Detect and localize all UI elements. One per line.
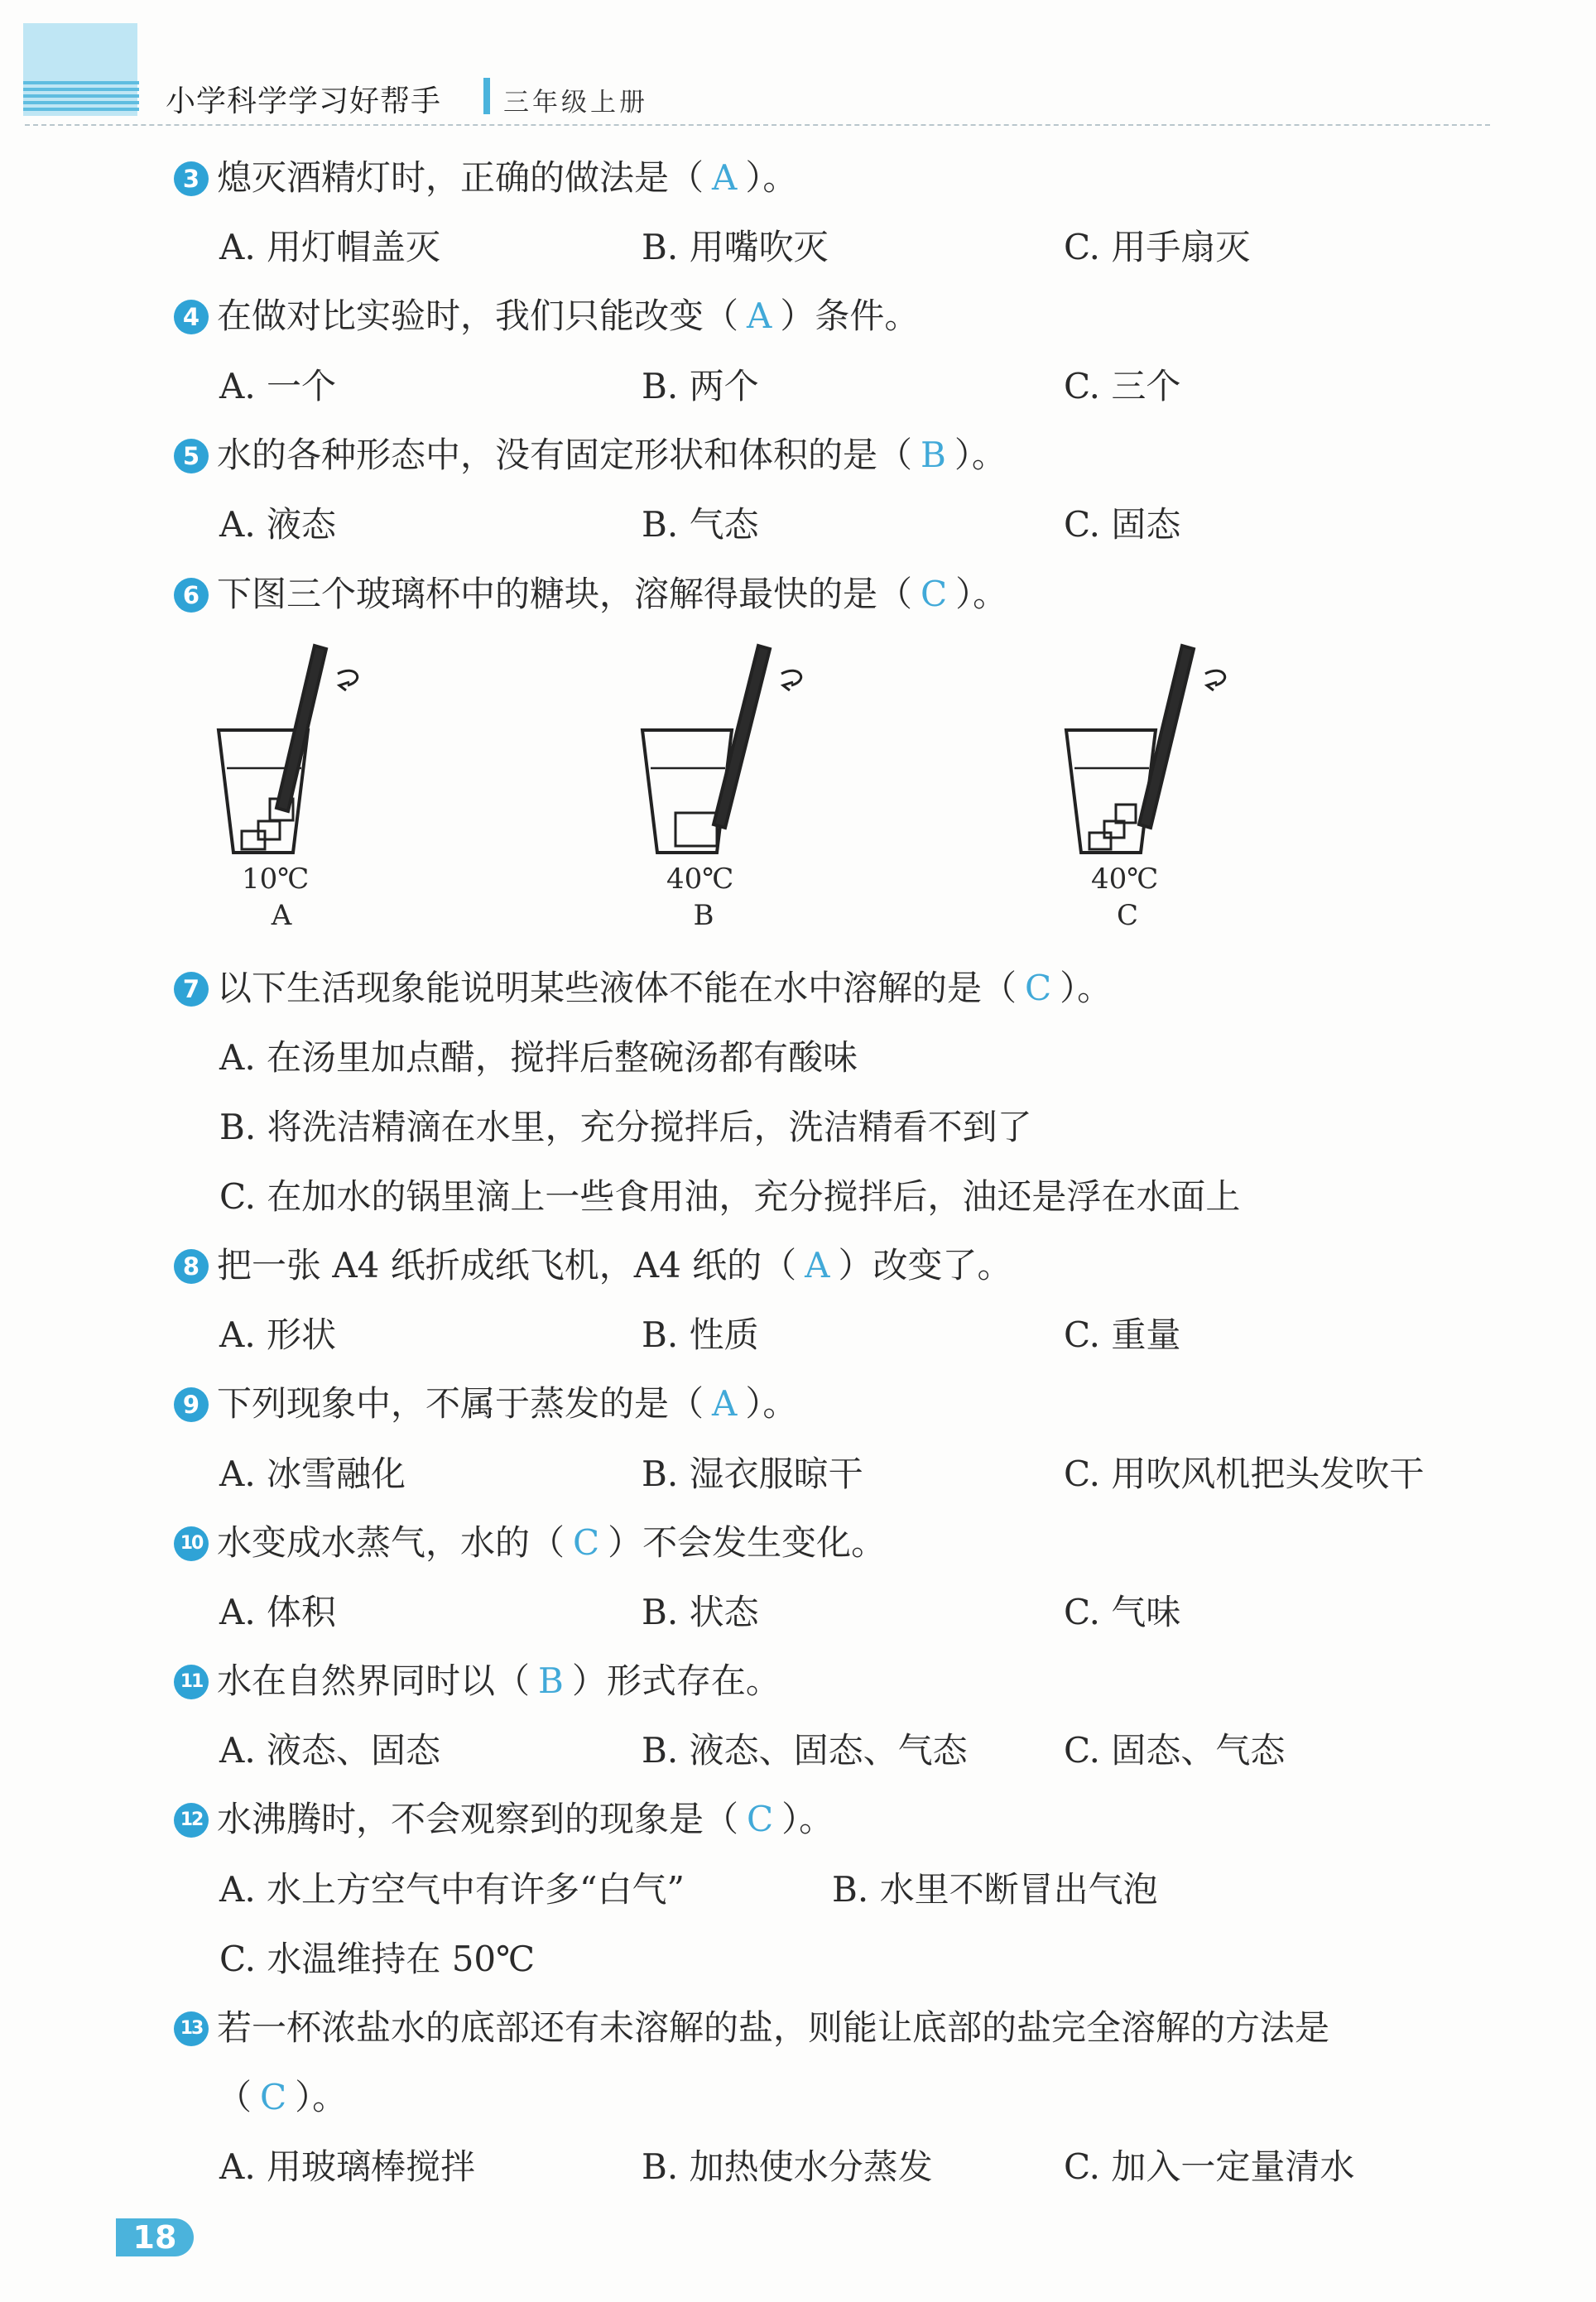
question-stem <box>217 435 1007 475</box>
question-number-badge: 12 <box>174 1803 209 1838</box>
stem-end: ）。 <box>954 435 1007 475</box>
cup-a <box>219 646 358 853</box>
question-stem <box>217 1245 1012 1286</box>
option-c: C. 用手扇灭 <box>1064 227 1251 267</box>
stem-end: ）。 <box>1060 968 1113 1008</box>
answer-text: A <box>712 1383 738 1424</box>
book-title: 小学科学学习好帮手 <box>166 84 442 118</box>
option-b: B. 液态、固态、气态 <box>642 1730 968 1771</box>
page-number: 18 <box>132 2219 177 2256</box>
answer-text: C <box>573 1522 600 1563</box>
cup-c-temperature: 40℃ <box>1091 863 1159 896</box>
cup-a-temperature: 10℃ <box>242 863 310 896</box>
question-stem-continued <box>217 2077 348 2117</box>
option-b: B. 气态 <box>642 504 759 545</box>
question-number-badge: 10 <box>174 1526 209 1561</box>
option-b: B. 将洗洁精滴在水里，充分搅拌后，洗洁精看不到了 <box>219 1107 1032 1147</box>
option-b: B. 性质 <box>642 1314 759 1355</box>
option-c: C. 三个 <box>1064 366 1181 406</box>
option-c: C. 用吹风机把头发吹干 <box>1064 1454 1425 1494</box>
stem-text: 水沸腾时，不会观察到的现象是（ <box>217 1799 739 1839</box>
header-dashed-rule <box>25 124 1490 126</box>
stem-text: 熄灭酒精灯时，正确的做法是（ <box>217 157 704 198</box>
question-stem: 若一杯浓盐水的底部还有未溶解的盐，则能让底部的盐完全溶解的方法是 <box>217 2007 1330 2048</box>
stem-end: ）不会发生变化。 <box>608 1522 887 1563</box>
question-stem <box>217 1799 834 1839</box>
option-c: C. 在加水的锅里滴上一些食用油，充分搅拌后，油还是浮在水面上 <box>219 1176 1241 1217</box>
option-c: C. 加入一定量清水 <box>1064 2146 1355 2187</box>
option-c: C. 固态 <box>1064 504 1181 545</box>
header-decoration-stripes <box>23 81 139 114</box>
stem-end: ）。 <box>955 574 1008 614</box>
answer-text: C <box>1025 968 1052 1008</box>
stem-text: 水变成水蒸气，水的（ <box>217 1522 565 1563</box>
question-number-badge: 11 <box>174 1665 209 1699</box>
option-b: B. 湿衣服晾干 <box>642 1454 863 1494</box>
header-divider-bar <box>483 78 490 114</box>
answer-text: A <box>747 296 772 336</box>
question-number-badge: 4 <box>174 300 209 334</box>
stem-text: 把一张 A4 纸折成纸飞机，A4 纸的（ <box>217 1245 797 1286</box>
option-c: C. 重量 <box>1064 1314 1181 1355</box>
option-c: C. 气味 <box>1064 1592 1181 1632</box>
option-a: A. 形状 <box>219 1314 337 1355</box>
question-stem <box>217 1660 781 1701</box>
option-a: A. 用灯帽盖灭 <box>219 227 441 267</box>
answer-text: C <box>747 1799 774 1839</box>
option-b: B. 状态 <box>642 1592 759 1632</box>
option-c: C. 水温维持在 50℃ <box>219 1939 536 1979</box>
question-number-badge: 3 <box>174 161 209 196</box>
book-subtitle: 三年级上册 <box>503 88 648 118</box>
option-b: B. 水里不断冒出气泡 <box>832 1869 1158 1910</box>
question-stem <box>217 968 1113 1008</box>
cup-b <box>642 646 801 853</box>
question-number-badge: 6 <box>174 578 209 613</box>
question-stem <box>217 574 1008 614</box>
option-a: A. 体积 <box>219 1592 337 1632</box>
answer-text: C <box>921 574 948 614</box>
answer-text: B <box>921 435 946 475</box>
question-stem <box>217 1522 887 1563</box>
option-b: B. 用嘴吹灭 <box>642 227 829 267</box>
answer-text: C <box>260 2077 287 2117</box>
option-a: A. 一个 <box>219 366 337 406</box>
stem-end: ）形式存在。 <box>571 1660 781 1701</box>
question-stem <box>217 1383 798 1424</box>
answer-text: A <box>712 157 738 198</box>
cups-illustration <box>190 629 1267 877</box>
option-a: A. 液态 <box>219 504 337 545</box>
option-b: B. 加热使水分蒸发 <box>642 2146 933 2187</box>
option-a: A. 液态、固态 <box>219 1730 441 1771</box>
answer-text: B <box>538 1660 564 1701</box>
stem-text: 以下生活现象能说明某些液体不能在水中溶解的是（ <box>217 968 1017 1008</box>
cup-b-label: B <box>693 899 714 932</box>
cup-c-label: C <box>1116 899 1139 932</box>
stem-end: ）。 <box>745 1383 798 1424</box>
stem-end: ）。 <box>781 1799 834 1839</box>
question-number-badge: 5 <box>174 439 209 473</box>
question-stem <box>217 296 920 336</box>
option-a: A. 在汤里加点醋，搅拌后整碗汤都有酸味 <box>219 1037 858 1078</box>
option-a: A. 冰雪融化 <box>219 1454 406 1494</box>
option-a: A. 水上方空气中有许多“白气” <box>219 1869 685 1910</box>
stem-text: 水在自然界同时以（ <box>217 1660 531 1701</box>
question-number-badge: 8 <box>174 1249 209 1284</box>
stem-text: 下列现象中，不属于蒸发的是（ <box>217 1383 704 1424</box>
stem-text: 下图三个玻璃杯中的糖块，溶解得最快的是（ <box>217 574 913 614</box>
question-number-badge: 13 <box>174 2011 209 2046</box>
stem-end: ）。 <box>295 2077 348 2117</box>
stem-end: ）。 <box>745 157 798 198</box>
stem-text: 水的各种形态中，没有固定形状和体积的是（ <box>217 435 913 475</box>
option-a: A. 用玻璃棒搅拌 <box>219 2146 476 2187</box>
option-b: B. 两个 <box>642 366 759 406</box>
cup-b-temperature: 40℃ <box>666 863 734 896</box>
answer-text: A <box>805 1245 830 1286</box>
stem-text: 在做对比实验时，我们只能改变（ <box>217 296 739 336</box>
glass-cups-figure <box>190 629 1267 944</box>
stem-end: ）改变了。 <box>838 1245 1012 1286</box>
question-number-badge: 7 <box>174 972 209 1007</box>
cup-c <box>1066 646 1225 853</box>
question-stem <box>217 157 798 198</box>
option-c: C. 固态、气态 <box>1064 1730 1286 1771</box>
stem-open: （ <box>217 2077 252 2117</box>
question-number-badge: 9 <box>174 1387 209 1422</box>
cup-a-label: A <box>271 899 292 932</box>
stem-end: ）条件。 <box>780 296 920 336</box>
